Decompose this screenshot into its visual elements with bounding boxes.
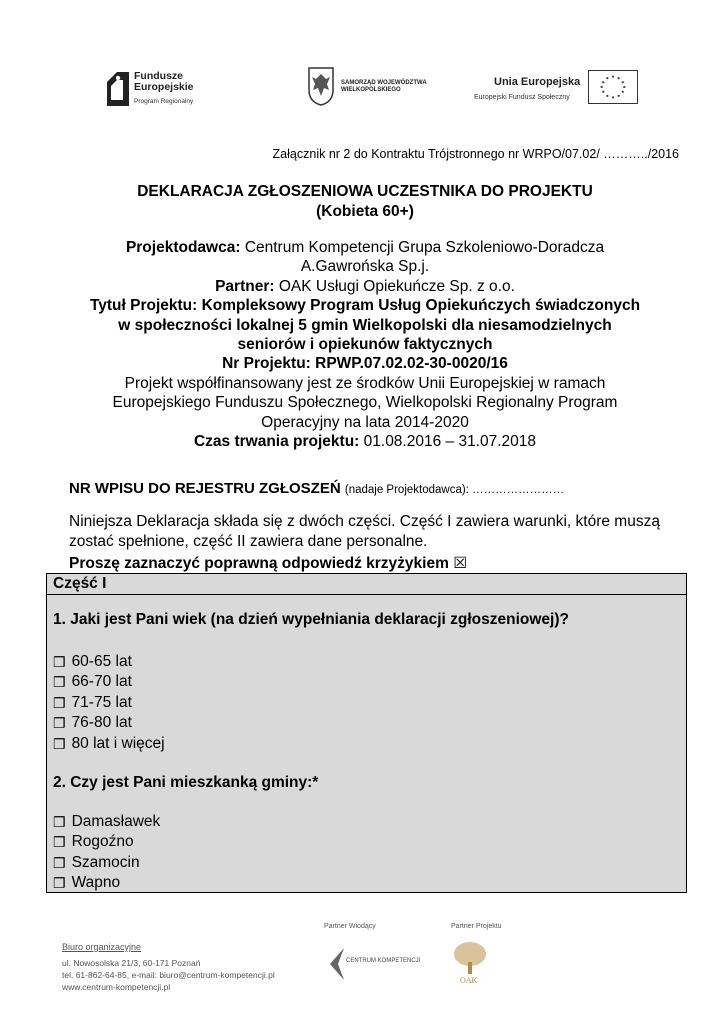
checkbox-icon[interactable]: ❒ <box>53 694 66 711</box>
option-rogozno[interactable] <box>53 832 160 852</box>
office-label: Biuro organizacyjne <box>62 942 142 952</box>
checkbox-icon[interactable]: ❒ <box>53 654 66 670</box>
option-age-80-plus[interactable] <box>53 734 165 754</box>
option-label: Rogoźno <box>71 833 134 851</box>
question-municipality: 2. Czy jest Pani mieszkanką gminy:* <box>53 774 319 791</box>
beneficiary-label: Projektodawca: <box>125 239 241 256</box>
wlkp-line1: SAMORZĄD WOJEWÓDZTWA <box>341 80 427 86</box>
fe-line2: Europejskie <box>134 81 194 93</box>
option-label: Damasławek <box>71 813 161 830</box>
option-age-76-80[interactable] <box>53 713 165 733</box>
office-website[interactable]: www.centrum-kompetencji.pl <box>62 982 171 992</box>
registry-label: NR WPISU DO REJESTRU ZGŁOSZEŃ <box>69 480 341 497</box>
fe-subtitle: Program Regionalny <box>134 98 194 105</box>
header-logos <box>0 66 723 114</box>
oak-logo <box>448 940 492 988</box>
option-age-66-70[interactable] <box>53 672 165 692</box>
fe-name <box>134 71 194 93</box>
project-info <box>40 238 690 451</box>
lead-partner-label: Partner Wiodący <box>324 923 376 930</box>
wlkp-name <box>341 80 427 94</box>
oak-tree-icon <box>448 940 492 976</box>
fe-line1: Fundusze <box>134 70 183 82</box>
fundusze-europejskie-logo <box>107 70 217 110</box>
partner-label: Partner: <box>215 277 275 295</box>
option-damaslawek[interactable] <box>53 812 160 832</box>
beneficiary-value: Centrum Kompetencji Grupa Szkoleniowo-Doradcza <box>244 239 605 256</box>
option-label: 76-80 lat <box>71 714 132 732</box>
registry-number <box>69 480 564 497</box>
registry-note[interactable]: (nadaje Projektodawca): …………………… <box>344 484 565 496</box>
cofund-line3: Operacyjny na lata 2014-2020 <box>261 413 469 431</box>
partner-value: OAK Usługi Opiekuńcze Sp. z o.o. <box>278 277 515 295</box>
project-number: Nr Projektu: RPWP.07.02.02-30-0020/16 <box>222 355 508 373</box>
option-label: Szamocin <box>71 853 140 871</box>
option-label: Wapno <box>71 874 121 892</box>
eagle-crest-icon <box>307 66 335 106</box>
title-line1: DEKLARACJA ZGŁOSZENIOWA UCZESTNIKA DO PROJEKTU <box>137 183 593 200</box>
checkbox-icon[interactable]: ❒ <box>53 875 66 892</box>
option-label: 66-70 lat <box>71 673 132 691</box>
checkbox-icon[interactable]: ❒ <box>53 715 66 732</box>
checked-box-icon: ☒ <box>453 555 468 572</box>
option-szamocin[interactable] <box>53 853 160 873</box>
checkbox-icon[interactable]: ❒ <box>53 674 66 691</box>
duration <box>40 432 690 451</box>
project-title-line3: seniorów i opiekunów faktycznych <box>237 336 493 354</box>
intro-text: Niniejsza Deklaracja składa się z dwóch części. Część I zawiera warunki, które muszą zostać spełnione, część II zawiera dane personalne. <box>69 513 660 550</box>
project-partner-label: Partner Projektu <box>451 923 502 930</box>
beneficiary <box>40 238 690 257</box>
centrum-kompetencji-logo <box>328 944 421 984</box>
option-age-71-75[interactable] <box>53 693 165 713</box>
option-label: 60-65 lat <box>71 653 132 670</box>
option-age-60-65[interactable] <box>53 652 165 672</box>
checkbox-icon[interactable]: ❒ <box>53 735 66 752</box>
ck-logo-text: CENTRUM KOMPETENCJI <box>346 958 421 964</box>
project-title-line2: w społeczności lokalnej 5 gmin Wielkopolski dla niesamodzielnych <box>118 316 612 334</box>
wlkp-line2: WIELKOPOLSKIEGO <box>341 87 401 93</box>
document-title <box>40 182 690 222</box>
question-age: 1. Jaki jest Pani wiek (na dzień wypełniania deklaracji zgłoszeniowej)? <box>53 611 569 628</box>
office-address: ul. Nowosolska 21/3, 60-171 Poznań <box>62 958 201 968</box>
eu-flag-icon <box>588 70 638 104</box>
annex-reference: Załącznik nr 2 do Kontraktu Trójstronnego nr WRPO/07.02/ ………../2016 <box>272 147 679 161</box>
duration-value: 01.08.2016 – 31.07.2018 <box>363 433 537 451</box>
partner <box>40 277 690 296</box>
municipality-options <box>53 812 160 894</box>
instruction-text: Proszę zaznaczyć poprawną odpowiedź krzyżykiem <box>69 555 449 572</box>
checkbox-icon[interactable]: ❒ <box>53 814 66 830</box>
project-title-line1: Tytuł Projektu: Kompleksowy Program Usług Opiekuńczych świadczonych <box>89 297 641 315</box>
cofund-line2: Europejskiego Funduszu Społecznego, Wielkopolski Regionalny Program <box>112 394 618 412</box>
option-label: 71-75 lat <box>71 693 132 711</box>
section-heading: Część I <box>47 574 686 595</box>
section-part-1 <box>46 573 687 893</box>
ue-title: Unia Europejska <box>494 76 581 88</box>
wielkopolska-logo <box>307 66 437 110</box>
instruction <box>69 554 467 573</box>
age-options <box>53 652 165 754</box>
unia-europejska-logo <box>472 70 642 110</box>
fundusze-europejskie-icon <box>107 72 129 106</box>
cofund-line1: Projekt współfinansowany jest ze środków Unii Europejskiej w ramach <box>124 374 606 392</box>
duration-label: Czas trwania projektu: <box>193 433 360 451</box>
centrum-kompetencji-logo-icon <box>328 944 346 984</box>
checkbox-icon[interactable]: ❒ <box>53 854 66 871</box>
footer-office <box>62 941 275 993</box>
title-line2: (Kobieta 60+) <box>316 203 414 220</box>
office-contact: tel. 61-862-64-85, e-mail: biuro@centrum-kompetencji.pl <box>62 970 275 980</box>
oak-logo-text: OAK <box>460 976 478 985</box>
beneficiary-value-cont: A.Gawrońska Sp.j. <box>300 258 430 276</box>
option-wapno[interactable] <box>53 873 160 893</box>
option-label: 80 lat i więcej <box>71 734 165 752</box>
ue-subtitle: Europejski Fundusz Społeczny <box>474 94 570 101</box>
checkbox-icon[interactable]: ❒ <box>53 834 66 851</box>
